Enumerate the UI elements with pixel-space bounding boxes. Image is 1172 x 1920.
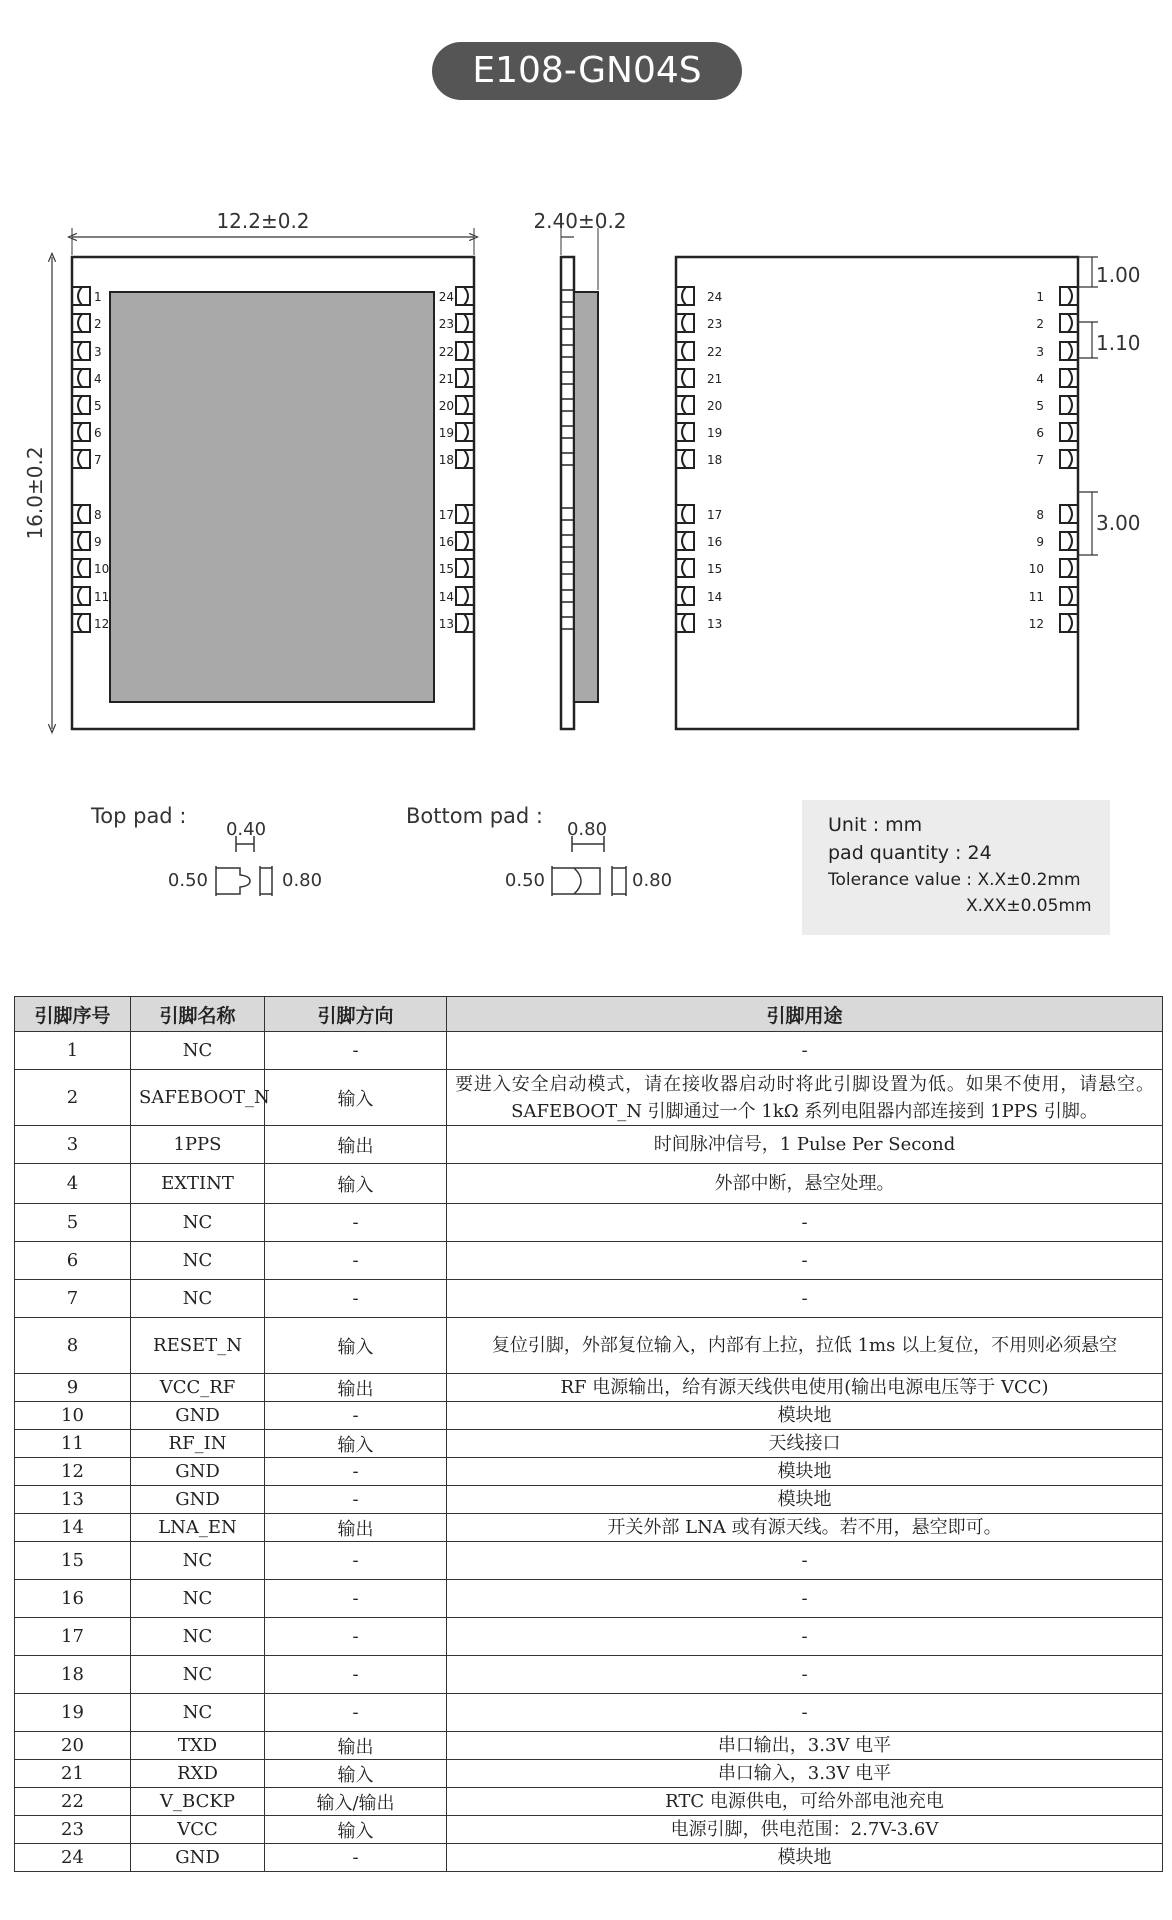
pin-direction-cell: -	[265, 1032, 447, 1070]
pin-number-cell: 16	[15, 1580, 131, 1618]
pin-number-cell: 10	[15, 1402, 131, 1430]
pin-usage-cell: -	[447, 1032, 1163, 1070]
product-title: E108-GN04S	[432, 42, 742, 100]
bottom-pad-width: 0.80	[566, 819, 608, 840]
table-row	[15, 1430, 1163, 1458]
top-view	[72, 257, 474, 729]
pin-number-label: 16	[438, 535, 454, 549]
pin-number-label: 13	[438, 617, 454, 631]
pin-number-label: 9	[1036, 535, 1044, 549]
top-pad-detail	[216, 836, 272, 896]
pin-number-label: 5	[1036, 399, 1044, 413]
pin-number-cell: 20	[15, 1732, 131, 1760]
pin-number-label: 8	[94, 508, 102, 522]
pin-usage-cell: -	[447, 1204, 1163, 1242]
pad-quantity-text: pad quantity : 24	[828, 842, 992, 864]
pin-direction-cell: -	[265, 1242, 447, 1280]
header-pin-number: 引脚序号	[15, 997, 131, 1032]
pin-number-label: 5	[94, 399, 102, 413]
pin-number-label: 15	[438, 562, 454, 576]
pin-number-label: 6	[1036, 426, 1044, 440]
table-row	[15, 1816, 1163, 1844]
pin-direction-cell: 输入	[265, 1760, 447, 1788]
pin-direction-cell: 输入	[265, 1070, 447, 1126]
pin-number-label: 14	[707, 590, 723, 604]
thickness-dimension: 2.40±0.2	[533, 209, 627, 233]
height-dimension: 16.0±0.2	[23, 446, 47, 540]
pin-name-cell: LNA_EN	[131, 1514, 265, 1542]
pin-usage-cell: 开关外部 LNA 或有源天线。若不用，悬空即可。	[447, 1514, 1163, 1542]
unit-text: Unit : mm	[828, 814, 923, 836]
pin-name-cell: NC	[131, 1242, 265, 1280]
pin-number-cell: 3	[15, 1126, 131, 1164]
table-row	[15, 1760, 1163, 1788]
pin-name-cell: RXD	[131, 1760, 265, 1788]
pin-direction-cell: 输入/输出	[265, 1788, 447, 1816]
table-row	[15, 1280, 1163, 1318]
pin-number-cell: 6	[15, 1242, 131, 1280]
pin-usage-cell: -	[447, 1542, 1163, 1580]
pin-name-cell: NC	[131, 1204, 265, 1242]
pin-direction-cell: 输出	[265, 1732, 447, 1760]
pin-name-cell: RESET_N	[131, 1318, 265, 1374]
table-row	[15, 1656, 1163, 1694]
tolerance-text-2: X.XX±0.05mm	[966, 896, 1092, 916]
pin-number-cell: 13	[15, 1486, 131, 1514]
table-row	[15, 1458, 1163, 1486]
pin-number-cell: 21	[15, 1760, 131, 1788]
pin-direction-cell: 输入	[265, 1164, 447, 1204]
table-row	[15, 1164, 1163, 1204]
pin-direction-cell: -	[265, 1486, 447, 1514]
pin-name-cell: NC	[131, 1032, 265, 1070]
pin-usage-cell: -	[447, 1618, 1163, 1656]
pin-name-cell: NC	[131, 1542, 265, 1580]
pin-number-label: 24	[438, 290, 454, 304]
pin-number-label: 7	[94, 453, 102, 467]
pin-number-label: 7	[1036, 453, 1044, 467]
pin-number-cell: 7	[15, 1280, 131, 1318]
pin-usage-cell: RF 电源输出，给有源天线供电使用(输出电源电压等于 VCC)	[447, 1374, 1163, 1402]
pin-number-cell: 9	[15, 1374, 131, 1402]
table-row	[15, 1788, 1163, 1816]
pin-number-cell: 24	[15, 1844, 131, 1872]
bottom-pad-detail	[552, 836, 626, 896]
pin-name-cell: NC	[131, 1694, 265, 1732]
pin-usage-cell: 串口输出，3.3V 电平	[447, 1732, 1163, 1760]
pin-name-cell: EXTINT	[131, 1164, 265, 1204]
pin-number-cell: 11	[15, 1430, 131, 1458]
pin-number-label: 24	[707, 290, 723, 304]
pin-number-label: 14	[438, 590, 454, 604]
gap-dimension: 3.00	[1096, 511, 1141, 535]
table-row	[15, 1542, 1163, 1580]
pin-name-cell: VCC	[131, 1816, 265, 1844]
pin-name-cell: VCC_RF	[131, 1374, 265, 1402]
pin-number-label: 4	[1036, 372, 1044, 386]
table-row	[15, 1732, 1163, 1760]
pin-name-cell: GND	[131, 1844, 265, 1872]
header-pin-direction: 引脚方向	[265, 997, 447, 1032]
pin-usage-cell: 模块地	[447, 1402, 1163, 1430]
pin-name-cell: SAFEBOOT_N	[131, 1070, 265, 1126]
pin-number-label: 19	[438, 426, 454, 440]
pin-usage-cell: 要进入安全启动模式，请在接收器启动时将此引脚设置为低。如果不使用，请悬空。SAFEBOOT_N 引脚通过一个 1kΩ 系列电阻器内部连接到 1PPS 引脚。	[447, 1070, 1163, 1126]
pin-number-label: 16	[707, 535, 723, 549]
pin-name-cell: GND	[131, 1486, 265, 1514]
pin-usage-cell: 外部中断，悬空处理。	[447, 1164, 1163, 1204]
pin-number-cell: 17	[15, 1618, 131, 1656]
pin-direction-cell: -	[265, 1402, 447, 1430]
table-row	[15, 1126, 1163, 1164]
pin-number-label: 11	[94, 590, 110, 604]
pin-number-cell: 5	[15, 1204, 131, 1242]
table-row	[15, 1618, 1163, 1656]
pin-number-label: 3	[1036, 345, 1044, 359]
pin-direction-cell: -	[265, 1204, 447, 1242]
pin-number-label: 13	[707, 617, 723, 631]
spec-info-box	[802, 800, 1110, 935]
table-row	[15, 1844, 1163, 1872]
pitch-dimension-2: 1.10	[1096, 331, 1141, 355]
pin-direction-cell: -	[265, 1458, 447, 1486]
table-row	[15, 1514, 1163, 1542]
pin-name-cell: TXD	[131, 1732, 265, 1760]
pin-number-label: 3	[94, 345, 102, 359]
pin-number-label: 22	[438, 345, 454, 359]
pin-number-cell: 2	[15, 1070, 131, 1126]
pin-usage-cell: -	[447, 1656, 1163, 1694]
pin-number-label: 2	[94, 317, 102, 331]
pin-usage-cell: 模块地	[447, 1844, 1163, 1872]
pin-usage-cell: 时间脉冲信号，1 Pulse Per Second	[447, 1126, 1163, 1164]
pin-name-cell: 1PPS	[131, 1126, 265, 1164]
top-pad-left: 0.50	[167, 870, 208, 891]
pitch-dimension-1: 1.00	[1096, 263, 1141, 287]
pin-number-cell: 22	[15, 1788, 131, 1816]
pin-number-cell: 1	[15, 1032, 131, 1070]
pin-number-cell: 15	[15, 1542, 131, 1580]
table-row	[15, 1486, 1163, 1514]
pin-number-label: 19	[707, 426, 723, 440]
bottom-pad-right: 0.80	[632, 870, 673, 891]
pin-direction-cell: 输入	[265, 1816, 447, 1844]
pin-usage-cell: -	[447, 1694, 1163, 1732]
pin-number-cell: 23	[15, 1816, 131, 1844]
pin-direction-cell: -	[265, 1694, 447, 1732]
pin-name-cell: GND	[131, 1402, 265, 1430]
pin-number-label: 12	[1028, 617, 1044, 631]
pin-direction-cell: 输出	[265, 1514, 447, 1542]
pin-usage-cell: 模块地	[447, 1486, 1163, 1514]
top-pad-label: Top pad :	[91, 804, 187, 828]
pin-number-label: 18	[707, 453, 723, 467]
pin-direction-cell: 输出	[265, 1374, 447, 1402]
pin-usage-cell: -	[447, 1242, 1163, 1280]
pin-direction-cell: -	[265, 1618, 447, 1656]
pin-number-label: 17	[438, 508, 454, 522]
pin-number-cell: 18	[15, 1656, 131, 1694]
pin-name-cell: NC	[131, 1656, 265, 1694]
pin-name-cell: NC	[131, 1618, 265, 1656]
pin-number-label: 15	[707, 562, 723, 576]
header-pin-usage: 引脚用途	[447, 997, 1163, 1032]
pin-number-label: 8	[1036, 508, 1044, 522]
pin-number-label: 9	[94, 535, 102, 549]
pin-number-cell: 4	[15, 1164, 131, 1204]
pin-usage-cell: 电源引脚，供电范围：2.7V-3.6V	[447, 1816, 1163, 1844]
side-view	[561, 257, 598, 729]
pin-direction-cell: 输入	[265, 1318, 447, 1374]
bottom-view	[676, 257, 1078, 729]
pin-name-cell: NC	[131, 1580, 265, 1618]
pin-number-label: 10	[94, 562, 110, 576]
table-row	[15, 1032, 1163, 1070]
pin-number-cell: 14	[15, 1514, 131, 1542]
pin-direction-cell: -	[265, 1656, 447, 1694]
pin-number-label: 20	[438, 399, 454, 413]
pin-number-label: 20	[707, 399, 723, 413]
table-row	[15, 1580, 1163, 1618]
pin-usage-cell: 模块地	[447, 1458, 1163, 1486]
pin-number-label: 2	[1036, 317, 1044, 331]
pin-number-label: 17	[707, 508, 723, 522]
tolerance-text: Tolerance value : X.X±0.2mm	[828, 870, 1081, 890]
pin-definition-table	[14, 996, 1163, 1872]
pin-number-cell: 19	[15, 1694, 131, 1732]
bottom-pad-label: Bottom pad :	[406, 804, 543, 828]
pin-number-label: 21	[707, 372, 723, 386]
table-row	[15, 1374, 1163, 1402]
pin-usage-cell: RTC 电源供电，可给外部电池充电	[447, 1788, 1163, 1816]
pin-direction-cell: -	[265, 1280, 447, 1318]
pin-number-label: 23	[707, 317, 723, 331]
width-dimension: 12.2±0.2	[216, 209, 310, 233]
pin-number-label: 6	[94, 426, 102, 440]
pin-usage-cell: -	[447, 1580, 1163, 1618]
pin-usage-cell: 串口输入，3.3V 电平	[447, 1760, 1163, 1788]
pin-number-label: 10	[1028, 562, 1044, 576]
table-row	[15, 1070, 1163, 1126]
pin-direction-cell: -	[265, 1542, 447, 1580]
pin-name-cell: RF_IN	[131, 1430, 265, 1458]
pin-name-cell: NC	[131, 1280, 265, 1318]
bottom-pad-left: 0.50	[504, 870, 545, 891]
pin-usage-cell: 复位引脚，外部复位输入，内部有上拉，拉低 1ms 以上复位，不用则必须悬空	[447, 1318, 1163, 1374]
pin-number-label: 11	[1028, 590, 1044, 604]
table-row	[15, 1318, 1163, 1374]
pin-direction-cell: -	[265, 1580, 447, 1618]
pin-direction-cell: -	[265, 1844, 447, 1872]
pin-number-label: 21	[438, 372, 454, 386]
pin-number-label: 12	[94, 617, 110, 631]
pin-number-label: 22	[707, 345, 723, 359]
table-row	[15, 1694, 1163, 1732]
pin-name-cell: GND	[131, 1458, 265, 1486]
pin-direction-cell: 输入	[265, 1430, 447, 1458]
pin-name-cell: V_BCKP	[131, 1788, 265, 1816]
pin-number-label: 23	[438, 317, 454, 331]
table-header-row	[15, 997, 1163, 1032]
table-row	[15, 1402, 1163, 1430]
pin-usage-cell: -	[447, 1280, 1163, 1318]
pin-usage-cell: 天线接口	[447, 1430, 1163, 1458]
table-row	[15, 1204, 1163, 1242]
pin-number-label: 1	[1036, 290, 1044, 304]
header-pin-name: 引脚名称	[131, 997, 265, 1032]
table-row	[15, 1242, 1163, 1280]
pin-number-label: 4	[94, 372, 102, 386]
pin-direction-cell: 输出	[265, 1126, 447, 1164]
top-pad-width: 0.40	[225, 819, 267, 840]
pin-number-label: 18	[438, 453, 454, 467]
pin-number-cell: 12	[15, 1458, 131, 1486]
pin-number-cell: 8	[15, 1318, 131, 1374]
pin-number-label: 1	[94, 290, 102, 304]
top-pad-right: 0.80	[282, 870, 323, 891]
